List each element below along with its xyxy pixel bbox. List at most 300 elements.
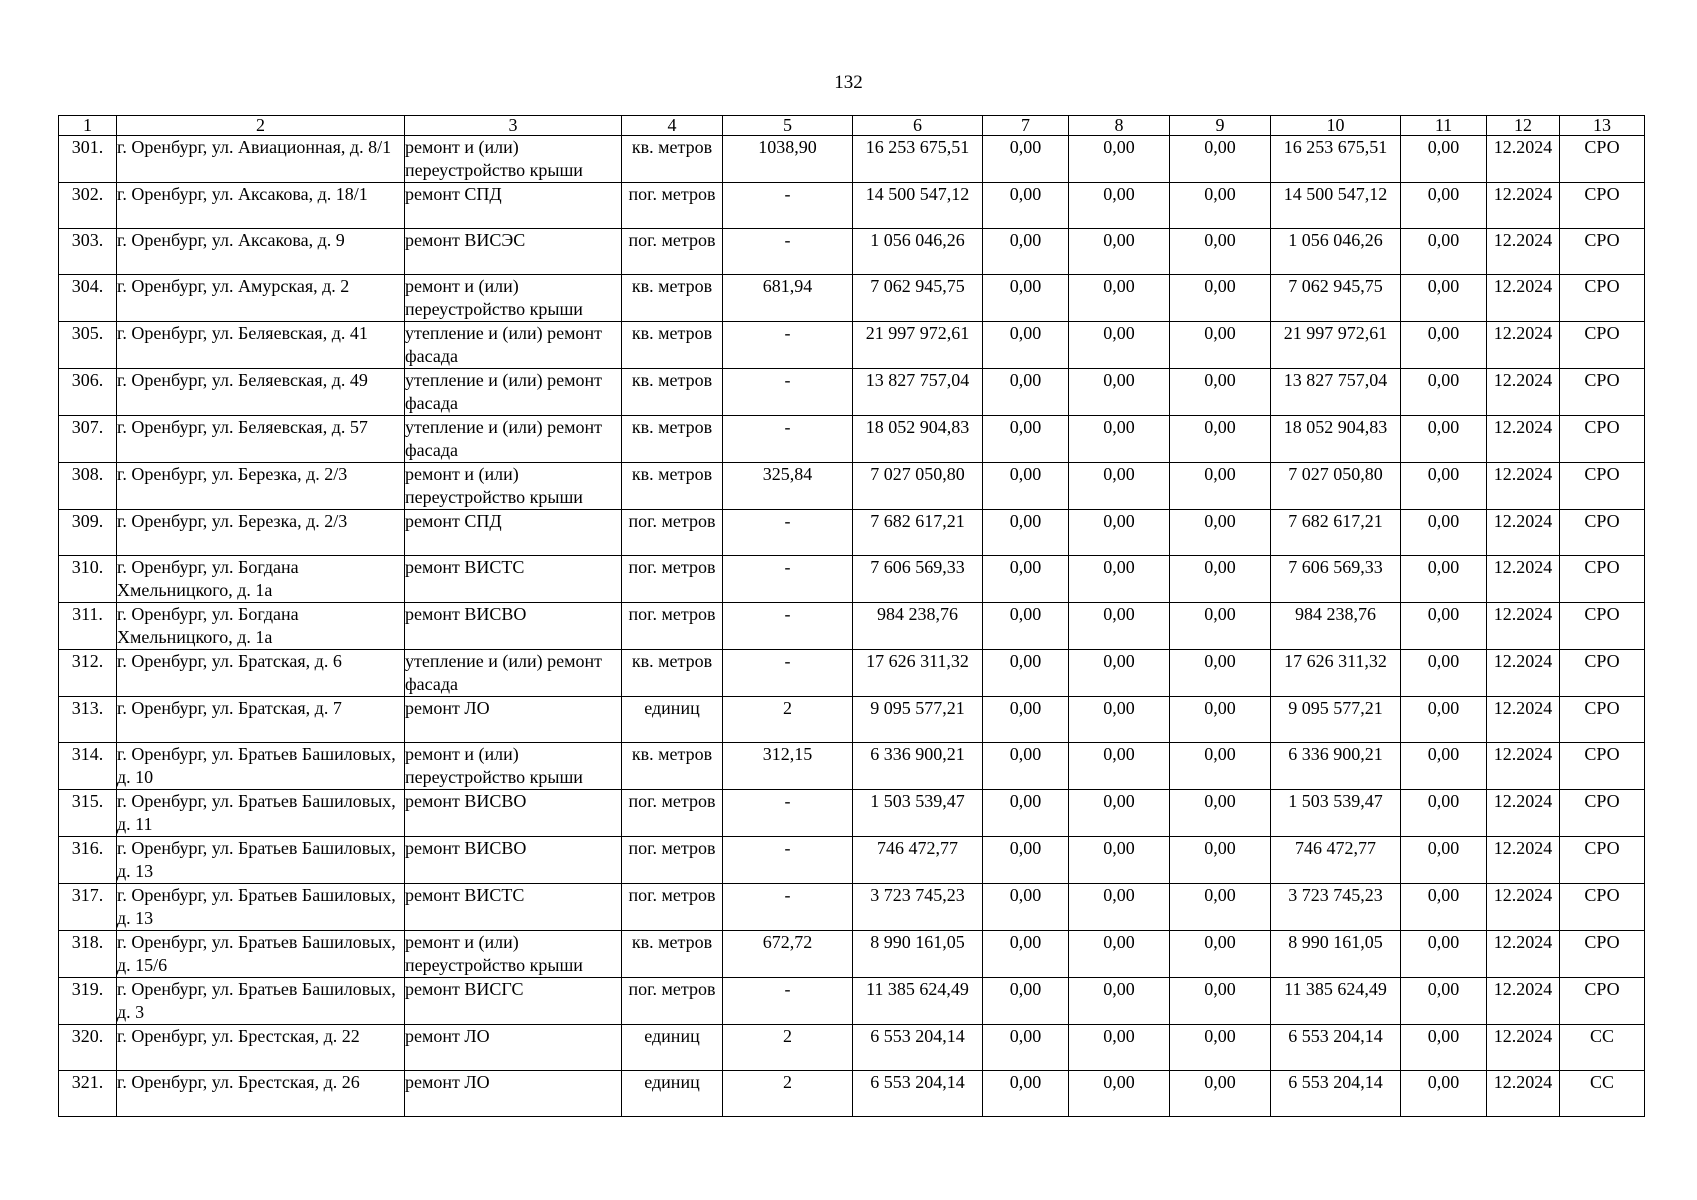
- volume-cell: -: [723, 556, 853, 603]
- unit-cell: единиц: [622, 1071, 723, 1117]
- other-funds-cell: 0,00: [1401, 884, 1487, 931]
- address-cell: г. Оренбург, ул. Богдана Хмельницкого, д. 1а: [117, 603, 405, 650]
- owners-funds-cell: 6 553 204,14: [1271, 1025, 1401, 1071]
- total-cost-cell: 11 385 624,49: [853, 978, 983, 1025]
- fund-cell: 0,00: [983, 1071, 1069, 1117]
- owners-funds-cell: 8 990 161,05: [1271, 931, 1401, 978]
- regional-budget-cell: 0,00: [1069, 790, 1170, 837]
- work-type-cell: утепление и (или) ремонт фасада: [405, 650, 622, 697]
- total-cost-cell: 16 253 675,51: [853, 136, 983, 183]
- fund-cell: 0,00: [983, 650, 1069, 697]
- table-row: [59, 837, 1645, 884]
- completion-date-cell: 12.2024: [1487, 136, 1560, 183]
- work-type-cell: ремонт ВИСЭС: [405, 229, 622, 275]
- row-number: 315.: [59, 790, 117, 837]
- unit-cell: кв. метров: [622, 743, 723, 790]
- other-funds-cell: 0,00: [1401, 603, 1487, 650]
- address-cell: г. Оренбург, ул. Авиационная, д. 8/1: [117, 136, 405, 183]
- unit-cell: кв. метров: [622, 322, 723, 369]
- local-budget-cell: 0,00: [1170, 275, 1271, 322]
- row-number: 308.: [59, 463, 117, 510]
- volume-cell: -: [723, 322, 853, 369]
- local-budget-cell: 0,00: [1170, 650, 1271, 697]
- owners-funds-cell: 21 997 972,61: [1271, 322, 1401, 369]
- account-type-cell: СРО: [1560, 603, 1645, 650]
- address-cell: г. Оренбург, ул. Братьев Башиловых, д. 10: [117, 743, 405, 790]
- local-budget-cell: 0,00: [1170, 183, 1271, 229]
- row-number: 309.: [59, 510, 117, 556]
- other-funds-cell: 0,00: [1401, 183, 1487, 229]
- local-budget-cell: 0,00: [1170, 790, 1271, 837]
- volume-cell: 1038,90: [723, 136, 853, 183]
- account-type-cell: СРО: [1560, 275, 1645, 322]
- work-type-cell: ремонт и (или) переустройство крыши: [405, 275, 622, 322]
- volume-cell: -: [723, 978, 853, 1025]
- row-number: 313.: [59, 697, 117, 743]
- regional-budget-cell: 0,00: [1069, 650, 1170, 697]
- work-type-cell: ремонт ВИСТС: [405, 884, 622, 931]
- unit-cell: кв. метров: [622, 275, 723, 322]
- column-header: 12: [1487, 116, 1560, 136]
- account-type-cell: СРО: [1560, 743, 1645, 790]
- row-number: 307.: [59, 416, 117, 463]
- total-cost-cell: 746 472,77: [853, 837, 983, 884]
- table-row: [59, 322, 1645, 369]
- table-row: [59, 183, 1645, 229]
- column-header: 8: [1069, 116, 1170, 136]
- row-number: 320.: [59, 1025, 117, 1071]
- address-cell: г. Оренбург, ул. Братьев Башиловых, д. 13: [117, 884, 405, 931]
- row-number: 303.: [59, 229, 117, 275]
- other-funds-cell: 0,00: [1401, 790, 1487, 837]
- row-number: 317.: [59, 884, 117, 931]
- fund-cell: 0,00: [983, 743, 1069, 790]
- other-funds-cell: 0,00: [1401, 931, 1487, 978]
- unit-cell: пог. метров: [622, 978, 723, 1025]
- total-cost-cell: 6 553 204,14: [853, 1071, 983, 1117]
- regional-budget-cell: 0,00: [1069, 556, 1170, 603]
- column-header: 1: [59, 116, 117, 136]
- owners-funds-cell: 14 500 547,12: [1271, 183, 1401, 229]
- local-budget-cell: 0,00: [1170, 556, 1271, 603]
- account-type-cell: СРО: [1560, 650, 1645, 697]
- account-type-cell: СРО: [1560, 416, 1645, 463]
- account-type-cell: СРО: [1560, 183, 1645, 229]
- work-type-cell: ремонт ЛО: [405, 1025, 622, 1071]
- local-budget-cell: 0,00: [1170, 1071, 1271, 1117]
- other-funds-cell: 0,00: [1401, 416, 1487, 463]
- row-number: 319.: [59, 978, 117, 1025]
- work-type-cell: утепление и (или) ремонт фасада: [405, 416, 622, 463]
- table-row: [59, 1071, 1645, 1117]
- completion-date-cell: 12.2024: [1487, 463, 1560, 510]
- table-row: [59, 603, 1645, 650]
- table-row: [59, 743, 1645, 790]
- owners-funds-cell: 13 827 757,04: [1271, 369, 1401, 416]
- total-cost-cell: 13 827 757,04: [853, 369, 983, 416]
- total-cost-cell: 7 027 050,80: [853, 463, 983, 510]
- work-type-cell: ремонт СПД: [405, 183, 622, 229]
- regional-budget-cell: 0,00: [1069, 183, 1170, 229]
- regional-budget-cell: 0,00: [1069, 978, 1170, 1025]
- regional-budget-cell: 0,00: [1069, 416, 1170, 463]
- work-type-cell: утепление и (или) ремонт фасада: [405, 322, 622, 369]
- table-row: [59, 697, 1645, 743]
- table-row: [59, 931, 1645, 978]
- fund-cell: 0,00: [983, 510, 1069, 556]
- address-cell: г. Оренбург, ул. Братьев Башиловых, д. 11: [117, 790, 405, 837]
- owners-funds-cell: 11 385 624,49: [1271, 978, 1401, 1025]
- work-type-cell: ремонт ВИСВО: [405, 837, 622, 884]
- owners-funds-cell: 9 095 577,21: [1271, 697, 1401, 743]
- regional-budget-cell: 0,00: [1069, 837, 1170, 884]
- row-number: 311.: [59, 603, 117, 650]
- account-type-cell: СРО: [1560, 978, 1645, 1025]
- column-header: 13: [1560, 116, 1645, 136]
- total-cost-cell: 8 990 161,05: [853, 931, 983, 978]
- work-type-cell: ремонт ВИСВО: [405, 790, 622, 837]
- completion-date-cell: 12.2024: [1487, 837, 1560, 884]
- row-number: 316.: [59, 837, 117, 884]
- volume-cell: 2: [723, 697, 853, 743]
- page-number: 132: [834, 72, 863, 93]
- local-budget-cell: 0,00: [1170, 369, 1271, 416]
- fund-cell: 0,00: [983, 978, 1069, 1025]
- completion-date-cell: 12.2024: [1487, 931, 1560, 978]
- owners-funds-cell: 1 056 046,26: [1271, 229, 1401, 275]
- column-header: 7: [983, 116, 1069, 136]
- account-type-cell: СРО: [1560, 556, 1645, 603]
- unit-cell: пог. метров: [622, 510, 723, 556]
- account-type-cell: СРО: [1560, 322, 1645, 369]
- unit-cell: кв. метров: [622, 931, 723, 978]
- owners-funds-cell: 7 062 945,75: [1271, 275, 1401, 322]
- other-funds-cell: 0,00: [1401, 556, 1487, 603]
- local-budget-cell: 0,00: [1170, 229, 1271, 275]
- row-number: 301.: [59, 136, 117, 183]
- work-type-cell: ремонт ЛО: [405, 1071, 622, 1117]
- row-number: 305.: [59, 322, 117, 369]
- fund-cell: 0,00: [983, 275, 1069, 322]
- total-cost-cell: 7 062 945,75: [853, 275, 983, 322]
- total-cost-cell: 17 626 311,32: [853, 650, 983, 697]
- local-budget-cell: 0,00: [1170, 603, 1271, 650]
- address-cell: г. Оренбург, ул. Аксакова, д. 18/1: [117, 183, 405, 229]
- other-funds-cell: 0,00: [1401, 322, 1487, 369]
- unit-cell: единиц: [622, 1025, 723, 1071]
- fund-cell: 0,00: [983, 837, 1069, 884]
- volume-cell: 312,15: [723, 743, 853, 790]
- other-funds-cell: 0,00: [1401, 136, 1487, 183]
- row-number: 318.: [59, 931, 117, 978]
- fund-cell: 0,00: [983, 556, 1069, 603]
- local-budget-cell: 0,00: [1170, 743, 1271, 790]
- completion-date-cell: 12.2024: [1487, 603, 1560, 650]
- owners-funds-cell: 6 553 204,14: [1271, 1071, 1401, 1117]
- table-row: [59, 1025, 1645, 1071]
- account-type-cell: СРО: [1560, 136, 1645, 183]
- completion-date-cell: 12.2024: [1487, 275, 1560, 322]
- total-cost-cell: 14 500 547,12: [853, 183, 983, 229]
- completion-date-cell: 12.2024: [1487, 183, 1560, 229]
- column-header: 3: [405, 116, 622, 136]
- regional-budget-cell: 0,00: [1069, 603, 1170, 650]
- address-cell: г. Оренбург, ул. Братьев Башиловых, д. 13: [117, 837, 405, 884]
- address-cell: г. Оренбург, ул. Беляевская, д. 41: [117, 322, 405, 369]
- column-header: 10: [1271, 116, 1401, 136]
- owners-funds-cell: 16 253 675,51: [1271, 136, 1401, 183]
- total-cost-cell: 3 723 745,23: [853, 884, 983, 931]
- table-row: [59, 556, 1645, 603]
- column-header: 9: [1170, 116, 1271, 136]
- regional-budget-cell: 0,00: [1069, 1071, 1170, 1117]
- fund-cell: 0,00: [983, 322, 1069, 369]
- work-type-cell: утепление и (или) ремонт фасада: [405, 369, 622, 416]
- volume-cell: -: [723, 183, 853, 229]
- address-cell: г. Оренбург, ул. Амурская, д. 2: [117, 275, 405, 322]
- unit-cell: пог. метров: [622, 603, 723, 650]
- row-number: 306.: [59, 369, 117, 416]
- address-cell: г. Оренбург, ул. Богдана Хмельницкого, д. 1а: [117, 556, 405, 603]
- total-cost-cell: 7 606 569,33: [853, 556, 983, 603]
- owners-funds-cell: 18 052 904,83: [1271, 416, 1401, 463]
- completion-date-cell: 12.2024: [1487, 1025, 1560, 1071]
- unit-cell: кв. метров: [622, 463, 723, 510]
- address-cell: г. Оренбург, ул. Братская, д. 7: [117, 697, 405, 743]
- table-row: [59, 416, 1645, 463]
- owners-funds-cell: 3 723 745,23: [1271, 884, 1401, 931]
- total-cost-cell: 9 095 577,21: [853, 697, 983, 743]
- fund-cell: 0,00: [983, 183, 1069, 229]
- other-funds-cell: 0,00: [1401, 463, 1487, 510]
- volume-cell: -: [723, 790, 853, 837]
- local-budget-cell: 0,00: [1170, 136, 1271, 183]
- column-header: 2: [117, 116, 405, 136]
- header-row: [59, 116, 1645, 136]
- owners-funds-cell: 7 606 569,33: [1271, 556, 1401, 603]
- completion-date-cell: 12.2024: [1487, 884, 1560, 931]
- owners-funds-cell: 1 503 539,47: [1271, 790, 1401, 837]
- unit-cell: пог. метров: [622, 229, 723, 275]
- fund-cell: 0,00: [983, 697, 1069, 743]
- unit-cell: кв. метров: [622, 650, 723, 697]
- fund-cell: 0,00: [983, 136, 1069, 183]
- other-funds-cell: 0,00: [1401, 837, 1487, 884]
- other-funds-cell: 0,00: [1401, 275, 1487, 322]
- other-funds-cell: 0,00: [1401, 743, 1487, 790]
- row-number: 321.: [59, 1071, 117, 1117]
- table-row: [59, 790, 1645, 837]
- table-row: [59, 136, 1645, 183]
- other-funds-cell: 0,00: [1401, 1025, 1487, 1071]
- address-cell: г. Оренбург, ул. Брестская, д. 26: [117, 1071, 405, 1117]
- table-row: [59, 229, 1645, 275]
- fund-cell: 0,00: [983, 931, 1069, 978]
- table-row: [59, 275, 1645, 322]
- owners-funds-cell: 7 682 617,21: [1271, 510, 1401, 556]
- work-type-cell: ремонт ВИСГС: [405, 978, 622, 1025]
- completion-date-cell: 12.2024: [1487, 369, 1560, 416]
- column-header: 11: [1401, 116, 1487, 136]
- fund-cell: 0,00: [983, 463, 1069, 510]
- table-row: [59, 978, 1645, 1025]
- other-funds-cell: 0,00: [1401, 510, 1487, 556]
- total-cost-cell: 1 056 046,26: [853, 229, 983, 275]
- local-budget-cell: 0,00: [1170, 837, 1271, 884]
- fund-cell: 0,00: [983, 369, 1069, 416]
- regional-budget-cell: 0,00: [1069, 463, 1170, 510]
- account-type-cell: СРО: [1560, 229, 1645, 275]
- completion-date-cell: 12.2024: [1487, 510, 1560, 556]
- volume-cell: 325,84: [723, 463, 853, 510]
- total-cost-cell: 984 238,76: [853, 603, 983, 650]
- work-type-cell: ремонт и (или) переустройство крыши: [405, 931, 622, 978]
- volume-cell: -: [723, 603, 853, 650]
- address-cell: г. Оренбург, ул. Березка, д. 2/3: [117, 510, 405, 556]
- address-cell: г. Оренбург, ул. Братская, д. 6: [117, 650, 405, 697]
- unit-cell: пог. метров: [622, 884, 723, 931]
- regional-budget-cell: 0,00: [1069, 369, 1170, 416]
- local-budget-cell: 0,00: [1170, 1025, 1271, 1071]
- completion-date-cell: 12.2024: [1487, 743, 1560, 790]
- regional-budget-cell: 0,00: [1069, 697, 1170, 743]
- work-type-cell: ремонт и (или) переустройство крыши: [405, 463, 622, 510]
- account-type-cell: СРО: [1560, 369, 1645, 416]
- address-cell: г. Оренбург, ул. Беляевская, д. 49: [117, 369, 405, 416]
- fund-cell: 0,00: [983, 790, 1069, 837]
- table-row: [59, 369, 1645, 416]
- other-funds-cell: 0,00: [1401, 1071, 1487, 1117]
- other-funds-cell: 0,00: [1401, 978, 1487, 1025]
- table-row: [59, 650, 1645, 697]
- local-budget-cell: 0,00: [1170, 510, 1271, 556]
- other-funds-cell: 0,00: [1401, 697, 1487, 743]
- regional-budget-cell: 0,00: [1069, 229, 1170, 275]
- volume-cell: 681,94: [723, 275, 853, 322]
- table-row: [59, 463, 1645, 510]
- address-cell: г. Оренбург, ул. Беляевская, д. 57: [117, 416, 405, 463]
- work-type-cell: ремонт ВИСТС: [405, 556, 622, 603]
- local-budget-cell: 0,00: [1170, 322, 1271, 369]
- regional-budget-cell: 0,00: [1069, 884, 1170, 931]
- owners-funds-cell: 984 238,76: [1271, 603, 1401, 650]
- completion-date-cell: 12.2024: [1487, 650, 1560, 697]
- work-type-cell: ремонт ВИСВО: [405, 603, 622, 650]
- fund-cell: 0,00: [983, 1025, 1069, 1071]
- owners-funds-cell: 7 027 050,80: [1271, 463, 1401, 510]
- account-type-cell: СС: [1560, 1071, 1645, 1117]
- other-funds-cell: 0,00: [1401, 650, 1487, 697]
- total-cost-cell: 7 682 617,21: [853, 510, 983, 556]
- table-row: [59, 510, 1645, 556]
- work-type-cell: ремонт СПД: [405, 510, 622, 556]
- completion-date-cell: 12.2024: [1487, 322, 1560, 369]
- account-type-cell: СРО: [1560, 790, 1645, 837]
- regional-budget-cell: 0,00: [1069, 931, 1170, 978]
- owners-funds-cell: 17 626 311,32: [1271, 650, 1401, 697]
- local-budget-cell: 0,00: [1170, 416, 1271, 463]
- volume-cell: -: [723, 510, 853, 556]
- row-number: 310.: [59, 556, 117, 603]
- address-cell: г. Оренбург, ул. Березка, д. 2/3: [117, 463, 405, 510]
- completion-date-cell: 12.2024: [1487, 978, 1560, 1025]
- unit-cell: пог. метров: [622, 556, 723, 603]
- table-body: [59, 136, 1645, 1117]
- address-cell: г. Оренбург, ул. Братьев Башиловых, д. 15/6: [117, 931, 405, 978]
- account-type-cell: СРО: [1560, 510, 1645, 556]
- local-budget-cell: 0,00: [1170, 697, 1271, 743]
- regional-budget-cell: 0,00: [1069, 275, 1170, 322]
- unit-cell: пог. метров: [622, 837, 723, 884]
- row-number: 304.: [59, 275, 117, 322]
- fund-cell: 0,00: [983, 416, 1069, 463]
- regional-budget-cell: 0,00: [1069, 510, 1170, 556]
- column-header: 4: [622, 116, 723, 136]
- row-number: 302.: [59, 183, 117, 229]
- work-type-cell: ремонт и (или) переустройство крыши: [405, 743, 622, 790]
- completion-date-cell: 12.2024: [1487, 697, 1560, 743]
- volume-cell: 2: [723, 1025, 853, 1071]
- regional-budget-cell: 0,00: [1069, 743, 1170, 790]
- address-cell: г. Оренбург, ул. Брестская, д. 22: [117, 1025, 405, 1071]
- account-type-cell: СРО: [1560, 931, 1645, 978]
- unit-cell: пог. метров: [622, 183, 723, 229]
- regional-budget-cell: 0,00: [1069, 1025, 1170, 1071]
- unit-cell: единиц: [622, 697, 723, 743]
- unit-cell: кв. метров: [622, 369, 723, 416]
- owners-funds-cell: 6 336 900,21: [1271, 743, 1401, 790]
- owners-funds-cell: 746 472,77: [1271, 837, 1401, 884]
- capital-repair-table: [58, 115, 1645, 1117]
- account-type-cell: СРО: [1560, 697, 1645, 743]
- completion-date-cell: 12.2024: [1487, 416, 1560, 463]
- volume-cell: -: [723, 650, 853, 697]
- fund-cell: 0,00: [983, 603, 1069, 650]
- volume-cell: -: [723, 884, 853, 931]
- volume-cell: -: [723, 229, 853, 275]
- fund-cell: 0,00: [983, 229, 1069, 275]
- local-budget-cell: 0,00: [1170, 463, 1271, 510]
- total-cost-cell: 21 997 972,61: [853, 322, 983, 369]
- completion-date-cell: 12.2024: [1487, 229, 1560, 275]
- work-type-cell: ремонт ЛО: [405, 697, 622, 743]
- total-cost-cell: 6 553 204,14: [853, 1025, 983, 1071]
- completion-date-cell: 12.2024: [1487, 790, 1560, 837]
- unit-cell: кв. метров: [622, 416, 723, 463]
- table-row: [59, 884, 1645, 931]
- fund-cell: 0,00: [983, 884, 1069, 931]
- local-budget-cell: 0,00: [1170, 931, 1271, 978]
- unit-cell: пог. метров: [622, 790, 723, 837]
- work-type-cell: ремонт и (или) переустройство крыши: [405, 136, 622, 183]
- regional-budget-cell: 0,00: [1069, 322, 1170, 369]
- column-header: 6: [853, 116, 983, 136]
- other-funds-cell: 0,00: [1401, 369, 1487, 416]
- row-number: 314.: [59, 743, 117, 790]
- local-budget-cell: 0,00: [1170, 884, 1271, 931]
- column-header: 5: [723, 116, 853, 136]
- volume-cell: 672,72: [723, 931, 853, 978]
- account-type-cell: СРО: [1560, 463, 1645, 510]
- row-number: 312.: [59, 650, 117, 697]
- total-cost-cell: 1 503 539,47: [853, 790, 983, 837]
- other-funds-cell: 0,00: [1401, 229, 1487, 275]
- total-cost-cell: 18 052 904,83: [853, 416, 983, 463]
- account-type-cell: СРО: [1560, 884, 1645, 931]
- completion-date-cell: 12.2024: [1487, 1071, 1560, 1117]
- volume-cell: -: [723, 416, 853, 463]
- completion-date-cell: 12.2024: [1487, 556, 1560, 603]
